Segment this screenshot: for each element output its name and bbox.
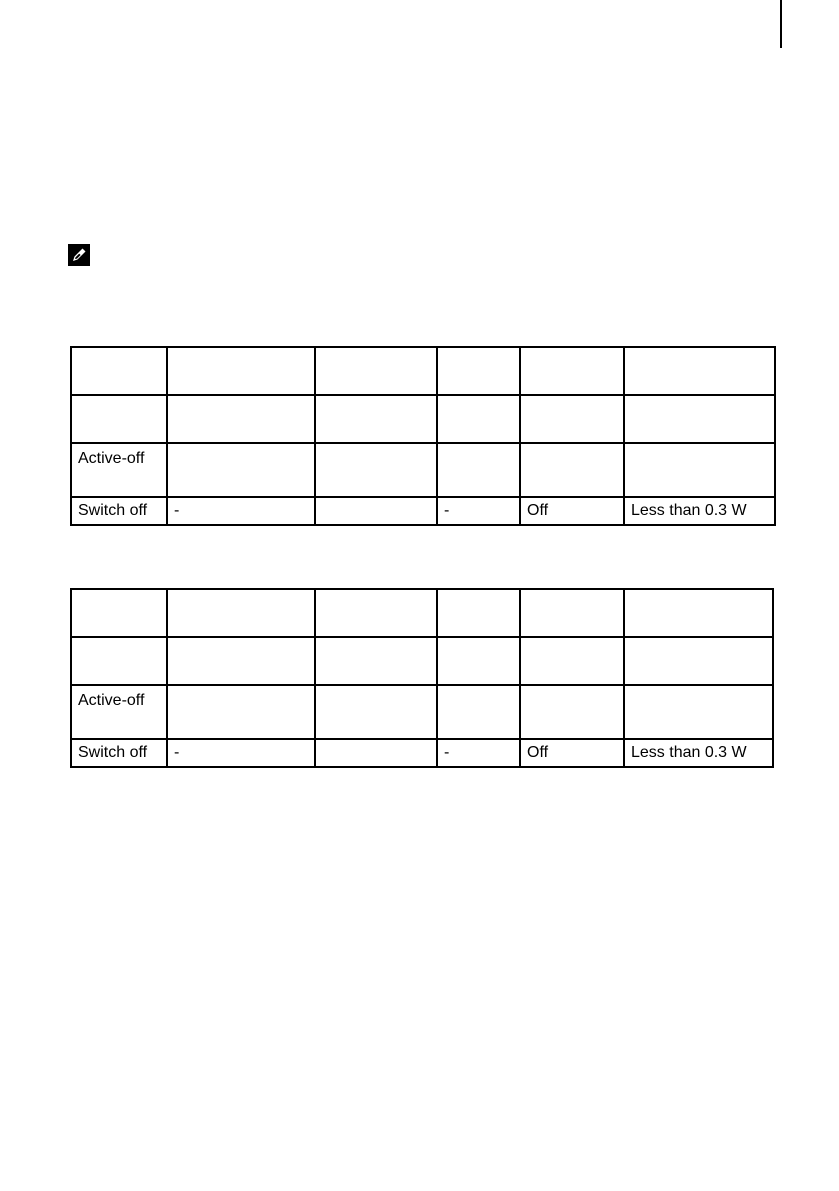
table-cell (520, 637, 624, 685)
table-cell (624, 347, 775, 395)
table-cell (315, 739, 437, 767)
table-cell (167, 685, 315, 739)
row-label-active-off: Active-off (71, 443, 167, 497)
table-cell (315, 395, 437, 443)
table-row (71, 347, 775, 395)
table-cell: Less than 0.3 W (624, 497, 775, 525)
table-cell (71, 347, 167, 395)
note-pencil-icon (68, 244, 90, 266)
table-row (71, 497, 775, 525)
table-cell (315, 347, 437, 395)
table-cell (167, 589, 315, 637)
row-label-switch-off: Switch off (71, 497, 167, 525)
table-cell (71, 589, 167, 637)
table-cell (437, 637, 520, 685)
table-cell: Off (520, 497, 624, 525)
table-cell (437, 443, 520, 497)
table-cell (167, 347, 315, 395)
table-cell (520, 685, 624, 739)
table-cell (437, 395, 520, 443)
table-cell (315, 497, 437, 525)
table-cell (437, 589, 520, 637)
table-cell (624, 443, 775, 497)
table-cell (520, 443, 624, 497)
table-cell (315, 443, 437, 497)
table-row (71, 589, 773, 637)
table-cell (71, 395, 167, 443)
table-cell (624, 395, 775, 443)
table-cell (315, 685, 437, 739)
table-cell (71, 637, 167, 685)
table-cell (624, 685, 773, 739)
table-cell (520, 347, 624, 395)
row-label-switch-off: Switch off (71, 739, 167, 767)
table-cell: Less than 0.3 W (624, 739, 773, 767)
table-row (71, 739, 773, 767)
table-cell (315, 589, 437, 637)
table-row (71, 685, 773, 739)
page-corner-rule (780, 0, 782, 48)
table-cell (315, 637, 437, 685)
table-cell: - (167, 739, 315, 767)
table-row (71, 637, 773, 685)
table-cell: Off (520, 739, 624, 767)
table-cell: - (437, 497, 520, 525)
table-cell: - (437, 739, 520, 767)
table-row (71, 443, 775, 497)
table-cell (520, 589, 624, 637)
table-cell (437, 685, 520, 739)
table-cell (167, 637, 315, 685)
table-cell (437, 347, 520, 395)
table-cell (167, 443, 315, 497)
row-label-active-off: Active-off (71, 685, 167, 739)
table-cell: - (167, 497, 315, 525)
table-cell (167, 395, 315, 443)
power-consumption-table-1 (70, 346, 776, 526)
power-consumption-table-2 (70, 588, 774, 768)
table-cell (624, 637, 773, 685)
table-row (71, 395, 775, 443)
table-cell (624, 589, 773, 637)
table-cell (520, 395, 624, 443)
